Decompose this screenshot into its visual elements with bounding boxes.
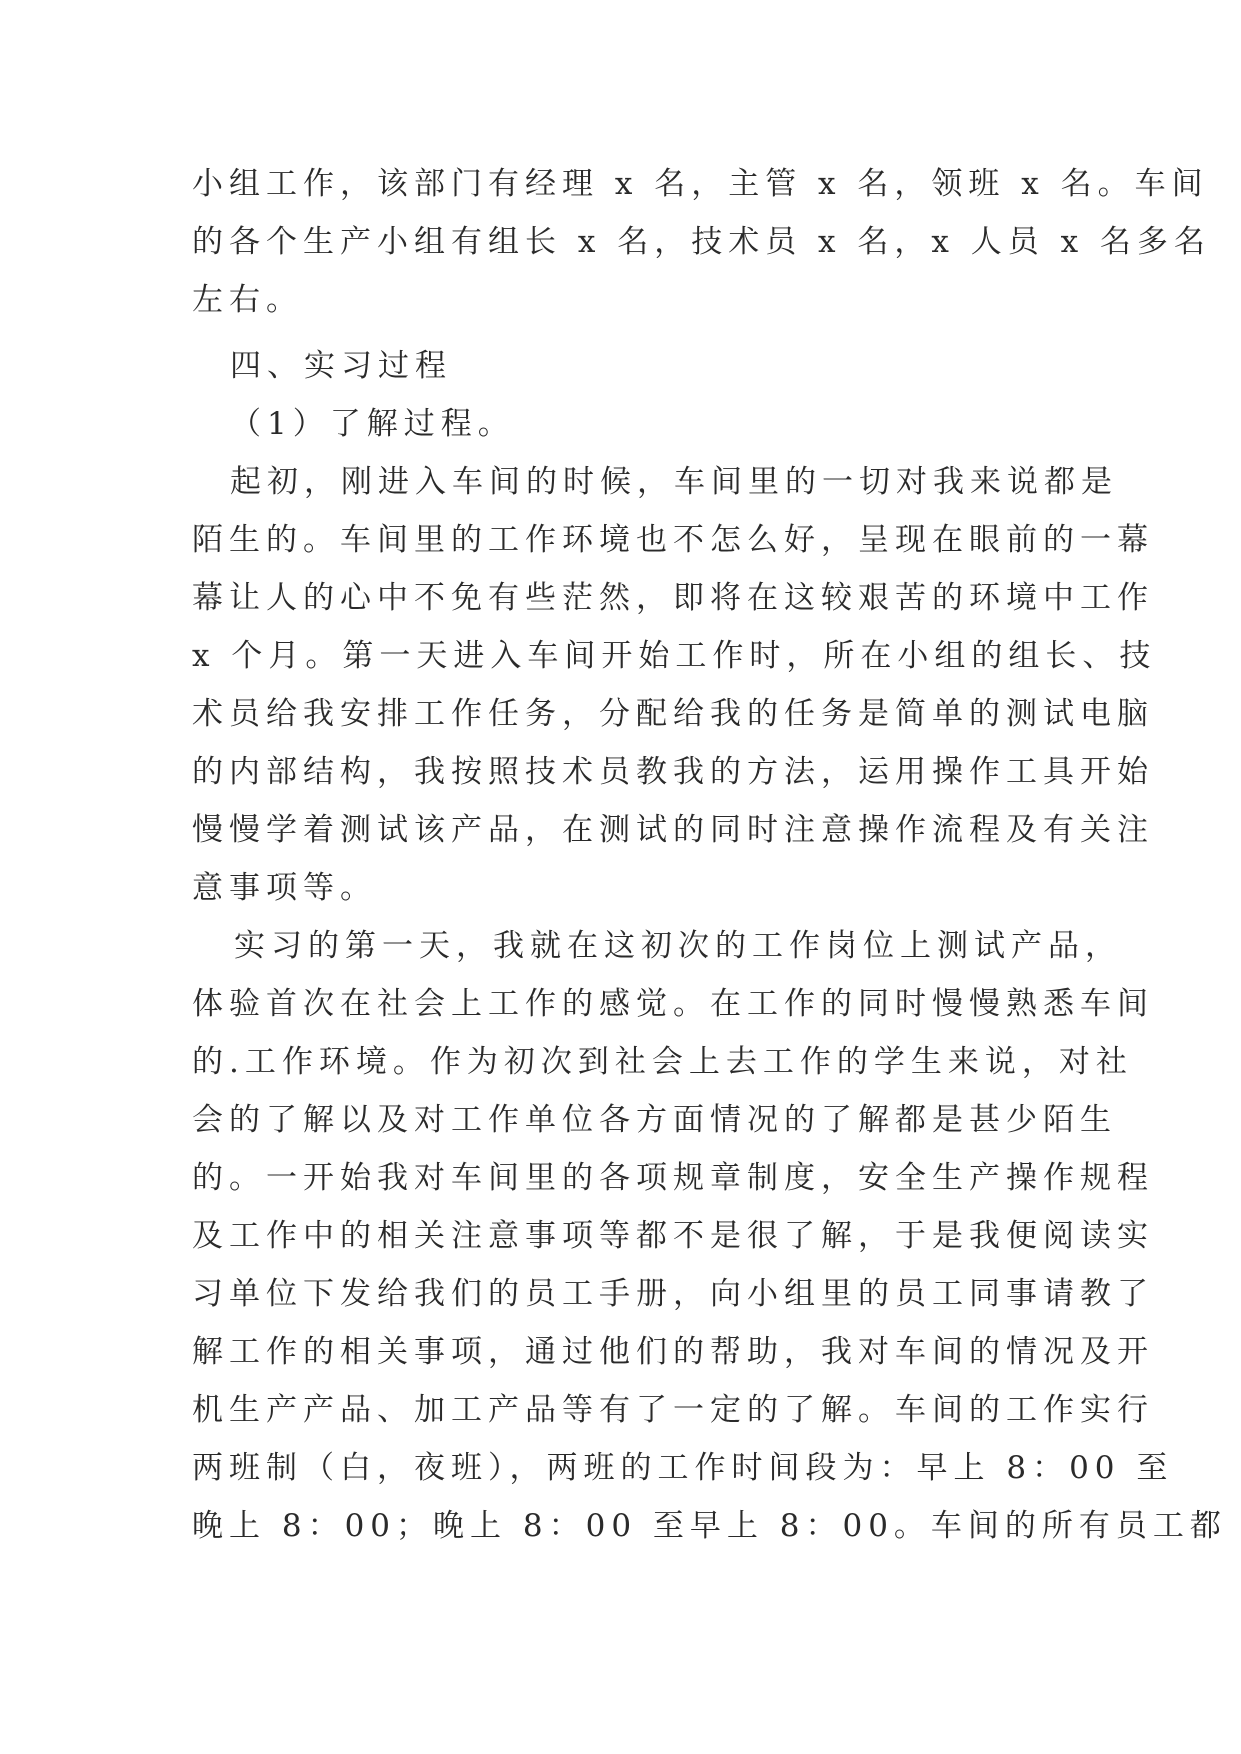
paragraph-staffing [192, 155, 1211, 329]
section-heading: 四、实习过程 [230, 348, 452, 384]
text-line: 小组工作，该部门有经理 x 名，主管 x 名，领班 x 名。车间 [192, 166, 1209, 202]
sub-heading: （1）了解过程。 [230, 406, 515, 442]
text-line: 及工作中的相关注意事项等都不是很了解，于是我便阅读实 [192, 1218, 1154, 1254]
text-line: 左右。 [192, 282, 303, 318]
section-internship-process [192, 337, 1157, 917]
text-line: 的。一开始我对车间里的各项规章制度，安全生产操作规程 [192, 1160, 1154, 1196]
text-line: 术员给我安排工作任务，分配给我的任务是简单的测试电脑 [192, 696, 1154, 732]
text-line: 意事项等。 [192, 870, 377, 906]
text-line: 两班制（白，夜班），两班的工作时间段为：早上 8：00 至 [192, 1450, 1174, 1486]
text-line: 慢慢学着测试该产品，在测试的同时注意操作流程及有关注 [192, 812, 1154, 848]
text-line: 晚上 8：00；晚上 8：00 至早上 8：00。车间的所有员工都 [192, 1508, 1227, 1544]
text-line: 陌生的。车间里的工作环境也不怎么好，呈现在眼前的一幕 [192, 522, 1154, 558]
text-line: 解工作的相关事项，通过他们的帮助，我对车间的情况及开 [192, 1334, 1154, 1370]
text-line: 的内部结构，我按照技术员教我的方法，运用操作工具开始 [192, 754, 1154, 790]
text-line: 机生产产品、加工产品等有了一定的了解。车间的工作实行 [192, 1392, 1154, 1428]
text-line: 幕让人的心中不免有些茫然，即将在这较艰苦的环境中工作 [192, 580, 1154, 616]
text-line: 实习的第一天，我就在这初次的工作岗位上测试产品， [234, 928, 1122, 964]
text-line: 起初，刚进入车间的时候，车间里的一切对我来说都是 [230, 464, 1118, 500]
text-line: 会的了解以及对工作单位各方面情况的了解都是甚少陌生 [192, 1102, 1117, 1138]
text-line: x 个月。第一天进入车间开始工作时，所在小组的组长、技 [192, 638, 1157, 674]
text-line: 的.工作环境。作为初次到社会上去工作的学生来说，对社 [192, 1044, 1133, 1080]
text-line: 的各个生产小组有组长 x 名，技术员 x 名，x 人员 x 名多名 [192, 224, 1211, 260]
paragraph-first-day [192, 917, 1227, 1555]
text-line: 体验首次在社会上工作的感觉。在工作的同时慢慢熟悉车间 [192, 986, 1154, 1022]
text-line: 习单位下发给我们的员工手册，向小组里的员工同事请教了 [192, 1276, 1154, 1312]
